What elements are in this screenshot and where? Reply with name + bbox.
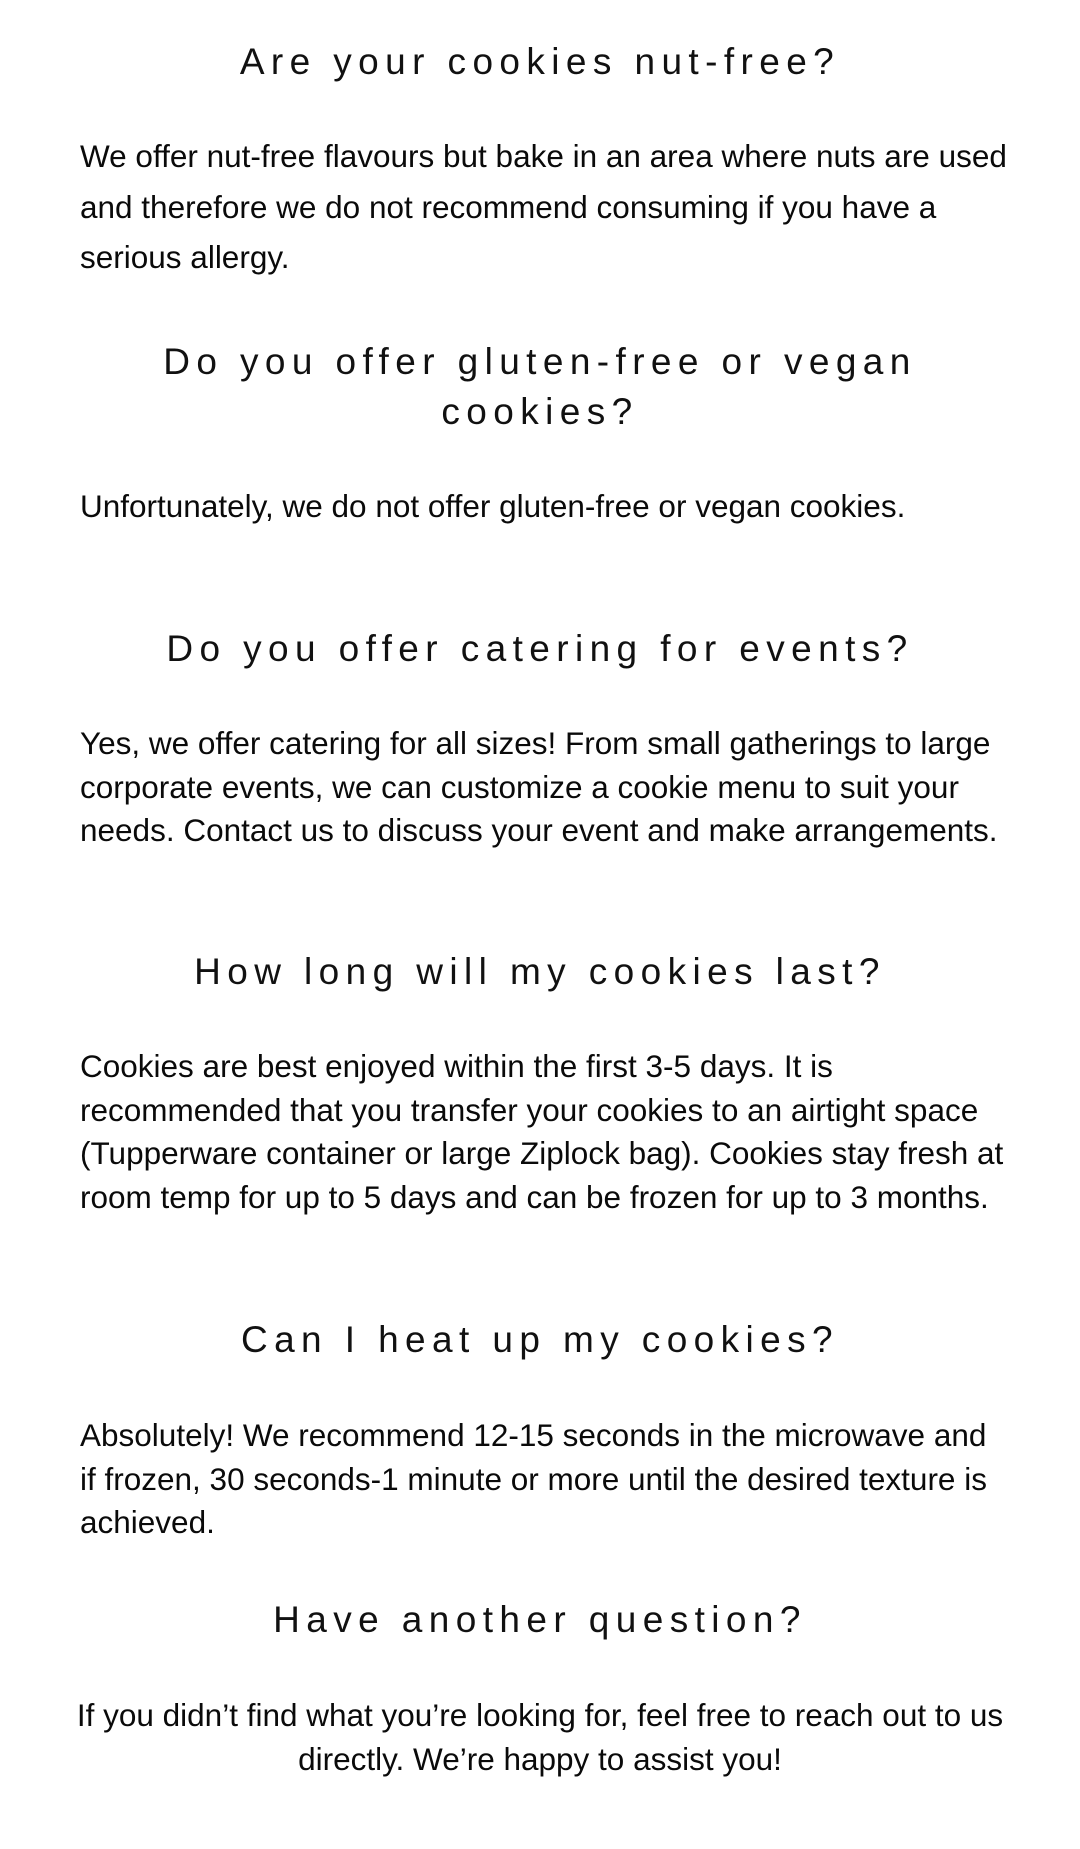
- faq-answer: Unfortunately, we do not offer gluten-free or vegan cookies.: [80, 488, 906, 524]
- faq-question: How long will my cookies last?: [194, 951, 886, 992]
- contact-heading: Have another question?: [273, 1599, 807, 1640]
- faq-question: Are your cookies nut-free?: [239, 41, 841, 82]
- faq-answer: Cookies are best enjoyed within the first 3-5 days. It is recommended that you transfer your cookies to an airtight space (Tupperware container or large Ziplock bag). Cookies stay fresh at room temp for up to 5 days and can be frozen for up to 3 months.: [80, 1048, 1004, 1215]
- faq-answer: Absolutely! We recommend 12-15 seconds in the microwave and if frozen, 30 seconds-1 minute or more until the desired texture is achieved.: [80, 1417, 987, 1540]
- faq-answer: Yes, we offer catering for all sizes! From small gatherings to large corporate events, we can customize a cookie menu to suit your needs. Contact us to discuss your event and make arrangements.: [80, 725, 998, 848]
- faq-question: Do you offer catering for events?: [166, 628, 914, 669]
- faq-question: Can I heat up my cookies?: [240, 1319, 840, 1360]
- faq-question: Do you offer gluten-free or vegan cookies?: [163, 341, 917, 432]
- faq-answer: We offer nut-free flavours but bake in an area where nuts are used and therefore we do not recommend consuming if you have a serious allergy.: [80, 138, 1007, 275]
- contact-text: If you didn’t find what you’re looking for, feel free to reach out to us directly. We’re happy to assist you!: [76, 1697, 1004, 1777]
